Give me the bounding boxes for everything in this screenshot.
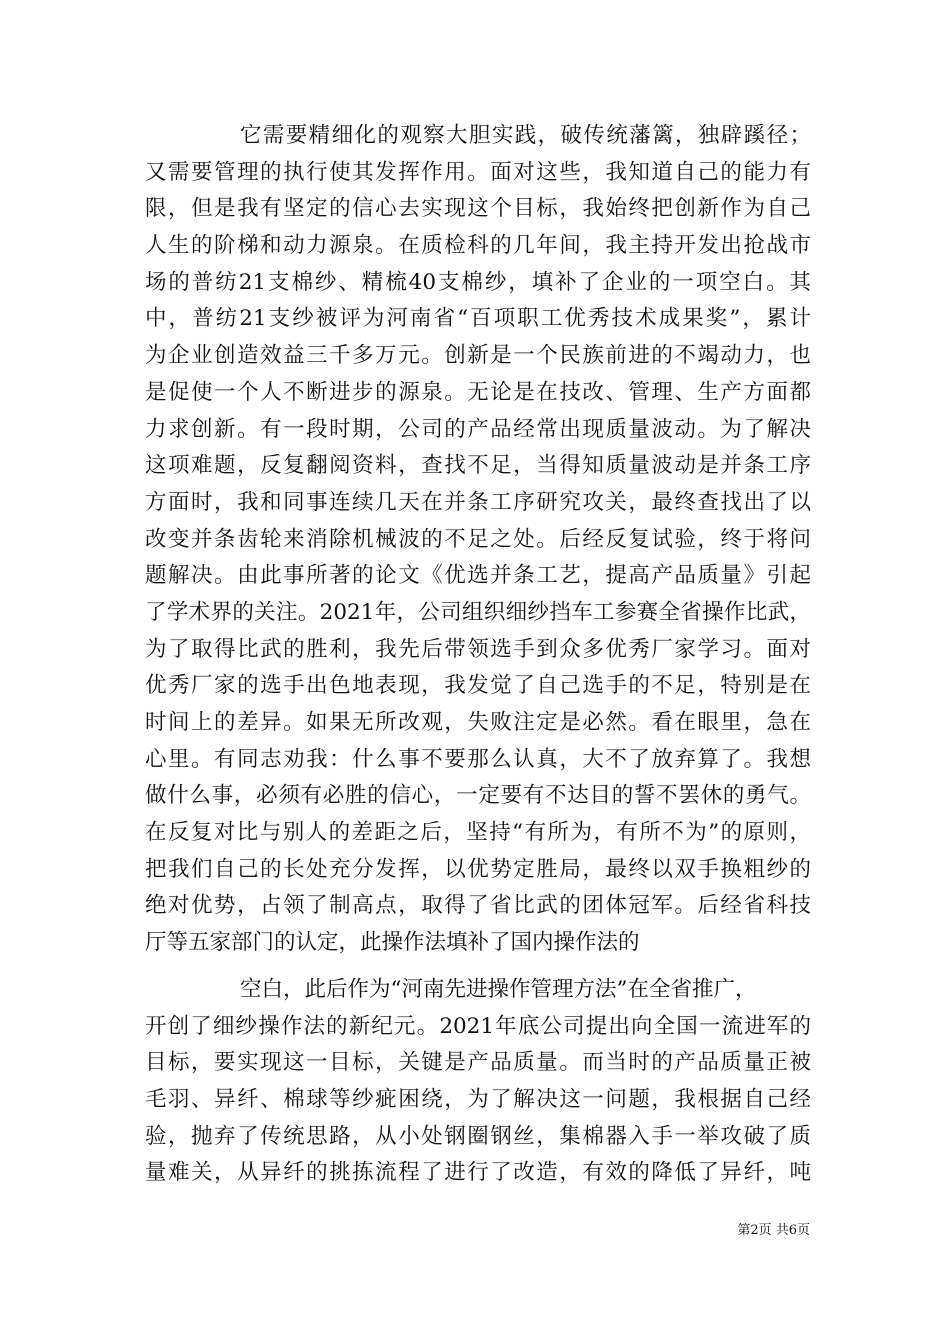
text-line: 在反复对比与别人的差距之后，坚持“有所为，有所不为”的原则， (145, 820, 811, 846)
text-line: 开创了细纱操作法的新纪元。2021年底公司提出向全国一流进军的 (145, 1013, 811, 1039)
text-line: 心里。有同志劝我：什么事不要那么认真，大不了放弃算了。我想 (145, 746, 811, 772)
text-line: 目标，要实现这一目标，关键是产品质量。而当时的产品质量正被 (145, 1050, 811, 1076)
paragraph-2 (145, 972, 811, 1192)
text-line: 时间上的差异。如果无所改观，失败注定是必然。看在眼里，急在 (145, 710, 811, 735)
text-line: 这项难题，反复翻阅资料，查找不足，当得知质量波动是并条工序 (145, 453, 811, 479)
text-line: 为企业创造效益三千多万元。创新是一个民族前进的不竭动力，也 (145, 343, 811, 369)
page-number-footer: 第2页 共6页 (737, 1223, 810, 1238)
text-line: 厅等五家部门的认定，此操作法填补了国内操作法的 (145, 930, 640, 956)
text-line: 量难关，从异纤的挑拣流程了进行了改造，有效的降低了异纤，吨 (145, 1160, 811, 1186)
text-line: 力求创新。有一段时期，公司的产品经常出现质量波动。为了解决 (145, 416, 811, 442)
text-line: 把我们自己的长处充分发挥，以优势定胜局，最终以双手换粗纱的 (145, 856, 811, 882)
text-line: 毛羽、异纤、棉球等纱疵困绕，为了解决这一问题，我根据自己经 (145, 1087, 811, 1113)
text-line: 中，普纺21支纱被评为河南省“百项职工优秀技术成果奖”，累计 (145, 306, 811, 332)
text-line: 方面时，我和同事连续几天在并条工序研究攻关，最终查找出了以 (145, 489, 811, 515)
text-line: 场的普纺21支棉纱、精梳40支棉纱，填补了企业的一项空白。其 (145, 269, 811, 295)
paragraph-1 (145, 118, 811, 962)
text-line: 绝对优势，占领了制高点，取得了省比武的团体冠军。后经省科技 (145, 893, 811, 919)
text-line: 又需要管理的执行使其发挥作用。面对这些，我知道自己的能力有 (145, 159, 811, 185)
text-line: 改变并条齿轮来消除机械波的不足之处。后经反复试验，终于将问 (145, 526, 811, 552)
text-line: 了学术界的关注。2021年，公司组织细纱挡车工参赛全省操作比武， (145, 599, 811, 625)
text-line: 是促使一个人不断进步的源泉。无论是在技改、管理、生产方面都 (145, 379, 811, 405)
text-line: 做什么事，必须有必胜的信心，一定要有不达目的誓不罢休的勇气。 (145, 783, 811, 809)
text-line: 人生的阶梯和动力源泉。在质检科的几年间，我主持开发出抢战市 (145, 233, 811, 259)
text-line: 题解决。由此事所著的论文《优选并条工艺，提高产品质量》引起 (145, 563, 811, 589)
text-line: 优秀厂家的选手出色地表现，我发觉了自己选手的不足，特别是在 (145, 673, 811, 699)
text-line: 为了取得比武的胜利，我先后带领选手到众多优秀厂家学习。面对 (145, 636, 811, 662)
text-line: 验，抛弃了传统思路，从小处钢圈钢丝，集棉器入手一举攻破了质 (145, 1123, 811, 1149)
text-line: 空白，此后作为“河南先进操作管理方法”在全省推广， (240, 977, 757, 1002)
text-line: 它需要精细化的观察大胆实践，破传统藩篱，独辟蹊径； (240, 123, 811, 148)
text-line: 限，但是我有坚定的信心去实现这个目标，我始终把创新作为自己 (145, 196, 811, 222)
